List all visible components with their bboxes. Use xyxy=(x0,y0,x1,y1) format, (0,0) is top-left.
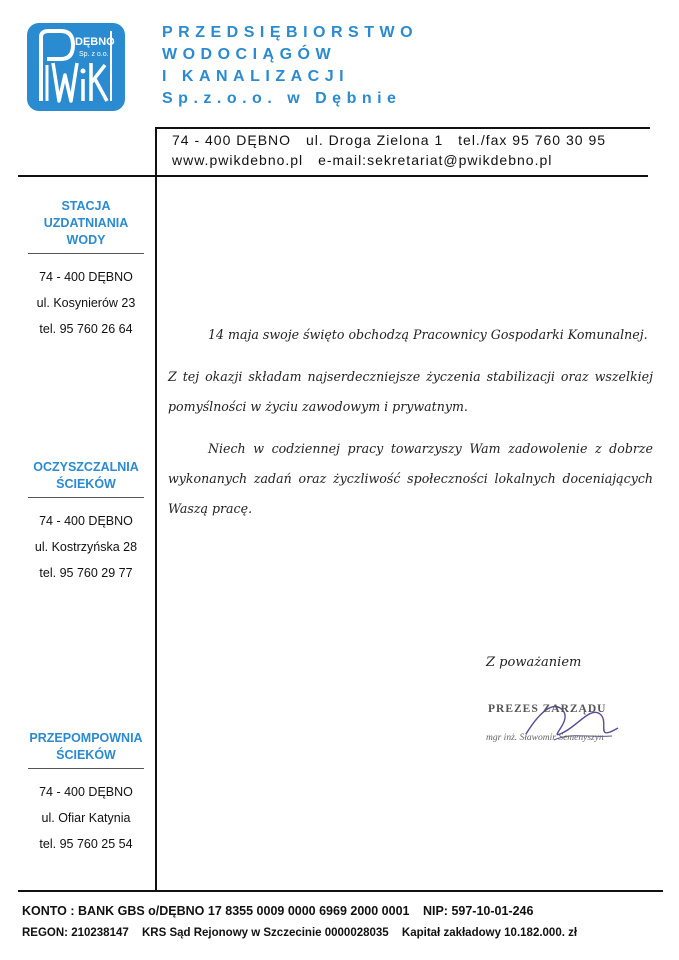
company-name xyxy=(162,22,418,110)
sidebar-city: 74 - 400 DĘBNO xyxy=(39,514,133,528)
sidebar-street: ul. Kostrzyńska 28 xyxy=(34,540,138,554)
contact-phone: tel./fax 95 760 30 95 xyxy=(458,132,607,148)
letter-paragraph-3: Niech w codziennej pracy towarzyszy Wam zadowolenie z dobrze wykonanych zadań oraz życzliwość społeczności lokalnych doceniających Waszą pracę. xyxy=(168,441,653,516)
contact-city: 74 - 400 DĘBNO xyxy=(172,132,292,148)
sidebar-title-line-1: OCZYSZCZALNIA xyxy=(33,460,139,474)
sidebar-pumping-station xyxy=(18,730,154,857)
sidebar-title-line-1: PRZEPOMPOWNIA xyxy=(29,731,143,745)
contact-street: ul. Droga Zielona 1 xyxy=(305,132,444,148)
company-name-line-2: WODOCIĄGÓW xyxy=(162,46,337,63)
contact-email: e-mail:sekretariat@pwikdebno.pl xyxy=(318,152,553,168)
sidebar-title xyxy=(28,459,144,498)
sidebar-title-line-2: ŚCIEKÓW xyxy=(56,477,116,491)
company-name-line-1: PRZEDSIĘBIORSTWO xyxy=(162,24,419,41)
header-vertical-rule xyxy=(155,127,157,177)
signature-stamp-title: PREZES ZARZĄDU xyxy=(488,703,607,715)
contact-row-2 xyxy=(172,150,616,170)
body-top-rule xyxy=(18,175,648,177)
svg-text:DĘBNO: DĘBNO xyxy=(75,36,115,48)
sidebar-title-line-1: STACJA xyxy=(61,199,111,213)
sidebar-street: ul. Ofiar Katynia xyxy=(41,811,131,825)
letter-paragraph-2: Z tej okazji składam najserdeczniejsze życzenia stabilizacji oraz wszelkiej pomyślności w życiu zawodowym i prywatnym. xyxy=(168,369,653,414)
company-contact xyxy=(172,130,616,170)
contact-website: www.pwikdebno.pl xyxy=(172,152,304,168)
body-bottom-rule xyxy=(18,890,663,892)
pwik-logo-graphic xyxy=(27,23,125,111)
footer-row-1 xyxy=(22,900,587,922)
sidebar-city: 74 - 400 DĘBNO xyxy=(39,785,133,799)
signature-stamp-name: mgr inż. Sławomir Semenyszyn xyxy=(486,733,604,743)
footer-capital: Kapitał zakładowy 10.182.000. zł xyxy=(401,927,578,939)
footer-bank-account: KONTO : BANK GBS o/DĘBNO 17 8355 0009 0000 6969 2000 0001 xyxy=(22,904,410,918)
letter-closing: Z poważaniem xyxy=(486,655,582,670)
sidebar-water-station xyxy=(18,198,154,342)
sidebar-street: ul. Kosynierów 23 xyxy=(36,296,136,310)
header-rule xyxy=(155,127,650,129)
footer-nip: NIP: 597-10-01-246 xyxy=(422,904,534,918)
sidebar-phone: tel. 95 760 25 54 xyxy=(39,837,133,851)
footer-krs: KRS Sąd Rejonowy w Szczecinie 0000028035 xyxy=(141,927,389,939)
sidebar-treatment-plant xyxy=(18,459,154,586)
footer xyxy=(22,900,587,944)
sidebar-phone: tel. 95 760 29 77 xyxy=(39,566,133,580)
footer-row-2 xyxy=(22,922,587,944)
sidebar-title xyxy=(28,730,144,769)
contact-row-1 xyxy=(172,130,616,150)
sidebar-divider xyxy=(155,175,157,892)
sidebar-title-line-2: ŚCIEKÓW xyxy=(56,748,116,762)
company-logo xyxy=(27,23,125,111)
sidebar-title xyxy=(28,198,144,254)
letter-body xyxy=(168,320,653,524)
letter-paragraph-1: 14 maja swoje święto obchodzą Pracownicy Gospodarki Komunalnej. xyxy=(208,327,648,342)
sidebar-title-line-2: UZDATNIANIA WODY xyxy=(43,216,129,247)
sidebar-city: 74 - 400 DĘBNO xyxy=(39,270,133,284)
company-name-line-3: I KANALIZACJI xyxy=(162,68,350,85)
svg-text:Sp. z o.o.: Sp. z o.o. xyxy=(79,51,109,58)
footer-regon: REGON: 210238147 xyxy=(22,927,129,939)
company-name-line-4: Sp.z.o.o. w Dębnie xyxy=(162,90,402,107)
signature-graphic xyxy=(520,688,630,758)
sidebar-phone: tel. 95 760 26 64 xyxy=(39,322,133,336)
